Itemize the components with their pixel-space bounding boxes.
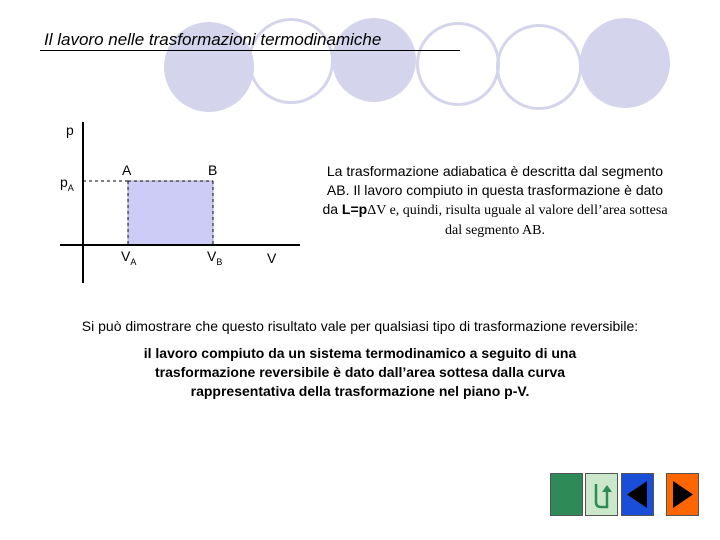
va-label-main: V [121, 248, 131, 264]
home-button[interactable] [550, 473, 583, 516]
vb-label [207, 248, 222, 267]
adiabatic-text-part2: e, quindi, risulta uguale al valore dell’area sottesa dal segmento AB. [386, 203, 668, 238]
adiabatic-text-part1: La trasformazione adiabatica è descritta dal segmento AB. Il lavoro compiuto in questa trasformazione è dato da [322, 163, 664, 217]
vb-label-main: V [207, 248, 217, 264]
previous-arrow-icon [622, 474, 653, 515]
point-b-label: B [208, 162, 218, 178]
return-arrow-icon [586, 474, 617, 515]
general-statement: Si può dimostrare che questo risultato vale per qualsiasi tipo di trasformazione reversibile: [81, 318, 639, 334]
previous-button[interactable] [621, 473, 654, 516]
point-a-label: A [122, 162, 132, 178]
pa-label [60, 174, 74, 193]
axis-p-label: p [66, 122, 74, 138]
work-area [128, 181, 213, 245]
next-button[interactable] [666, 473, 699, 516]
va-label-sub: A [130, 256, 137, 267]
axis-v-label: V [267, 250, 277, 266]
work-formula: L=p [341, 201, 368, 217]
adiabatic-description [320, 162, 670, 240]
pa-label-main: p [60, 174, 68, 190]
va-label [121, 248, 136, 267]
return-button[interactable] [585, 473, 618, 516]
vb-label-sub: B [216, 256, 223, 267]
pa-label-sub: A [67, 182, 74, 193]
conclusion-statement: il lavoro compiuto da un sistema termodinamico a seguito di una trasformazione reversibile è dato dall’area sottesa dalla curva rappresentativa della trasformazione nel piano p-V. [143, 345, 577, 399]
next-arrow-icon [667, 474, 698, 515]
page-title: Il lavoro nelle trasformazioni termodinamiche [44, 30, 382, 49]
delta-v: ΔV [367, 203, 387, 218]
